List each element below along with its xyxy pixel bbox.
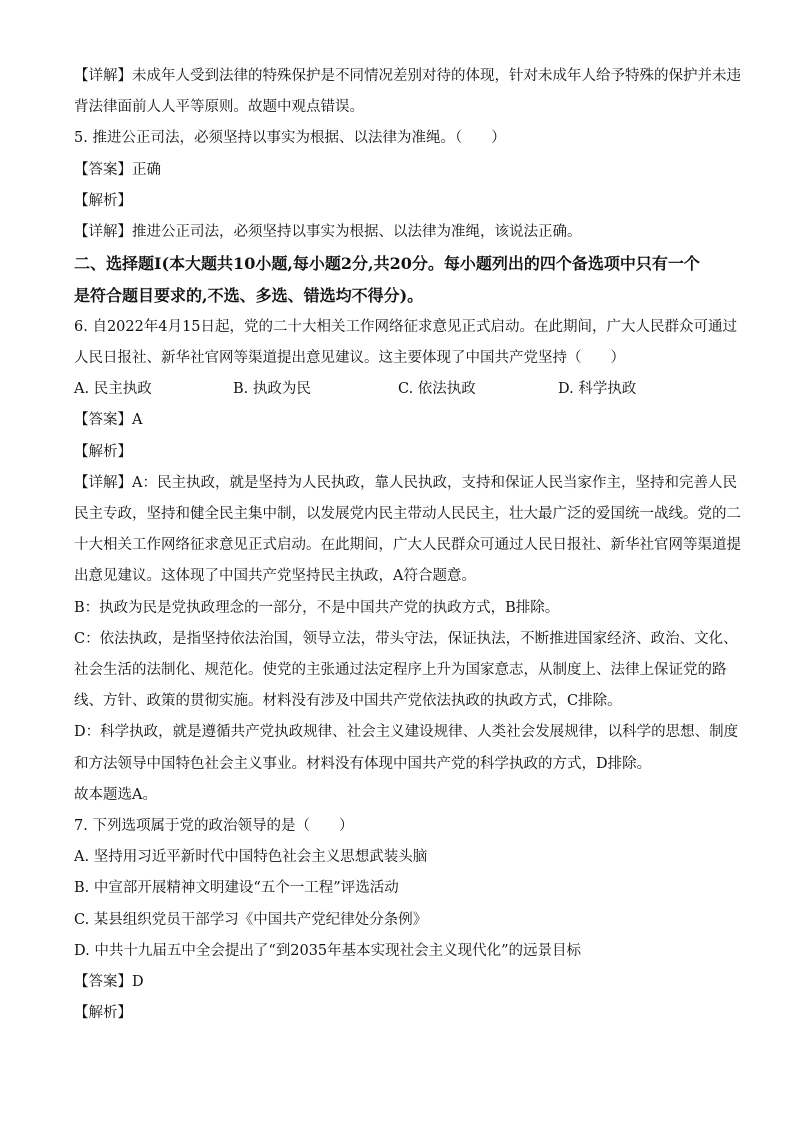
question-6-detail-line: 十大相关工作网络征求意见正式启动。在此期间，广大人民群众可通过人民日报社、新华社官网等渠道提 — [74, 537, 741, 553]
question-7-option-a: A. 坚持用习近平新时代中国特色社会主义思想武装头脑 — [74, 849, 428, 865]
question-6-stem: 6. 自2022年4月15日起，党的二十大相关工作网络征求意见正式启动。在此期间，广大人民群众可通过 — [74, 319, 738, 335]
question-7-option-d: D. 中共十九届五中全会提出了“到2035年基本实现社会主义现代化”的远景目标 — [74, 943, 582, 959]
question-6-option-d: D. 科学执政 — [558, 381, 637, 397]
question-6-option-b: B. 执政为民 — [233, 381, 311, 397]
question-6-option-a: A. 民主执政 — [74, 381, 152, 397]
question-6-detail-line: 【详解】A：民主执政，就是坚持为人民执政，靠人民执政，支持和保证人民当家作主，坚持和完善人民 — [74, 475, 737, 491]
question-7-answer: 【答案】D — [74, 974, 144, 990]
question-6-stem: 人民日报社、新华社官网等渠道提出意见建议。这主要体现了中国共产党坚持（ ） — [74, 350, 625, 366]
question-5-stem: 5. 推进公正司法，必须坚持以事实为根据、以法律为准绳。（ ） — [74, 130, 506, 146]
question-6-analysis-label: 【解析】 — [74, 444, 132, 460]
question-7-stem: 7. 下列选项属于党的政治领导的是（ ） — [74, 818, 354, 834]
question-6-detail-line: D：科学执政，就是遵循共产党执政规律、社会主义建设规律、人类社会发展规律，以科学的思想、制度 — [74, 724, 739, 740]
section-heading: 是符合题目要求的,不选、多选、错选均不得分)。 — [74, 286, 424, 305]
question-6-detail-line: C：依法执政，是指坚持依法治国，领导立法，带头守法，保证执法，不断推进国家经济、政治、文化、 — [74, 631, 738, 647]
detail-line: 背法律面前人人平等原则。故题中观点错误。 — [74, 99, 364, 115]
question-7-option-c: C. 某县组织党员干部学习《中国共产党纪律处分条例》 — [74, 912, 428, 928]
question-6-detail-line: 民主专政，坚持和健全民主集中制，以发展党内民主带动人民民主，壮大最广泛的爱国统一战线。党的二 — [74, 506, 741, 522]
question-6-detail-line: B：执政为民是党执政理念的一部分，不是中国共产党的执政方式，B排除。 — [74, 600, 560, 616]
question-6-answer: 【答案】A — [74, 412, 143, 428]
question-5-answer: 【答案】正确 — [74, 162, 161, 178]
question-7-option-b: B. 中宣部开展精神文明建设“五个一工程”评选活动 — [74, 880, 399, 896]
question-7-analysis-label: 【解析】 — [74, 1005, 132, 1021]
question-6-detail-line: 社会生活的法制化、规范化。使党的主张通过法定程序上升为国家意志，从制度上、法律上保证党的路 — [74, 662, 727, 678]
section-heading: 二、选择题Ⅰ(本大题共10小题,每小题2分,共20分。每小题列出的四个备选项中只有一个 — [74, 254, 700, 273]
question-5-detail: 【详解】推进公正司法，必须坚持以事实为根据、以法律为准绳，该说法正确。 — [74, 224, 582, 240]
question-6-detail-line: 故本题选A。 — [74, 787, 157, 803]
question-6-detail-line: 和方法领导中国特色社会主义事业。材料没有体现中国共产党的科学执政的方式，D排除。 — [74, 756, 652, 772]
question-5-analysis-label: 【解析】 — [74, 193, 132, 209]
detail-line: 【详解】未成年人受到法律的特殊保护是不同情况差别对待的体现，针对未成年人给予特殊的保护并未违 — [74, 68, 741, 84]
question-6-detail-line: 出意见建议。这体现了中国共产党坚持民主执政，A符合题意。 — [74, 568, 476, 584]
question-6-detail-line: 线、方针、政策的贯彻实施。材料没有涉及中国共产党依法执政的执政方式，C排除。 — [74, 693, 622, 709]
question-6-option-c: C. 依法执政 — [398, 381, 476, 397]
